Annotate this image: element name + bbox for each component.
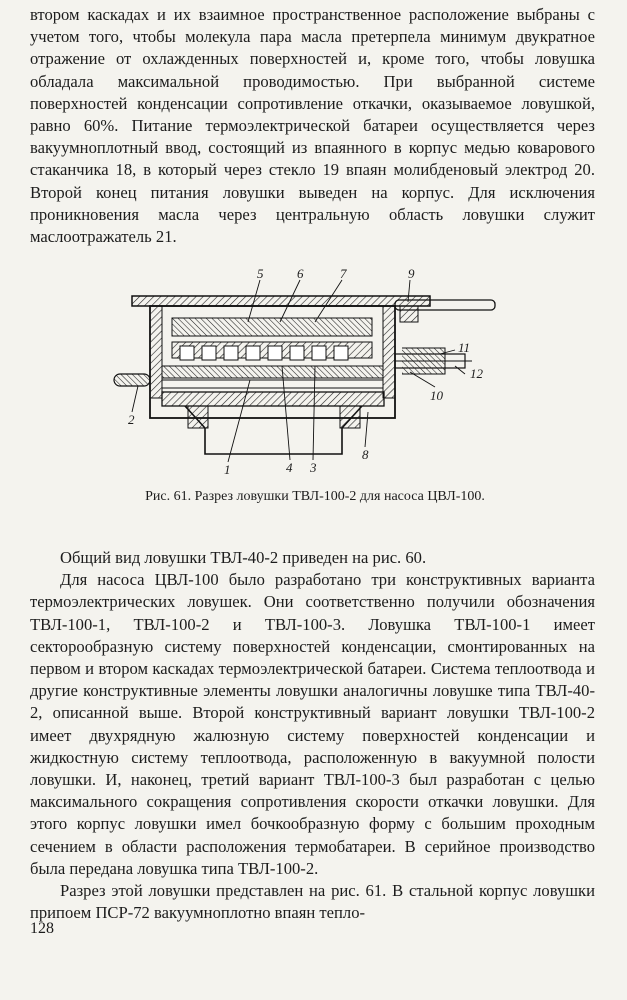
label-7: 7 <box>340 266 347 281</box>
label-1: 1 <box>224 462 231 477</box>
paragraph: Разрез этой ловушки представлен на рис. 61. В стальной корпус ловушки припоем ПСР-72 вакуумноплотно впаян тепло- <box>30 881 595 923</box>
label-3: 3 <box>310 460 317 475</box>
page-number: 128 <box>30 920 54 937</box>
paragraph: Для насоса ЦВЛ-100 было разработано три конструктивных варианта термоэлектрических ловушек. Они соответственно получили обозначения ТВЛ-100-1, ТВЛ-100-2 и ТВЛ-100-3. Ловушка ТВЛ-100-1 имеет секторообразную систему поверхностей конденсации, смонтированных на первом и втором каскадах термоэлектрической батареи. Система теплоотвода и другие конструктивные элементы ловушки аналогичны ловушке типа ТВЛ-40-2, описанной выше. Второй конструктивный вариант ловушки ТВЛ-100-2 имеет двухрядную жалюзную систему поверхностей конденсации и жидкостную систему теплоотвода, расположенную в вакуумной полости ловушки. И, наконец, третий вариант ТВЛ-100-3 был разработан с целью максимального сокращения сопротивления скорости откачки ловушки. Для этого корпус ловушки имел бочкообразную форму с большим проходным сечением в области расположения термобатареи. В серийное производство была передана ловушка типа ТВЛ-100-2. <box>30 570 595 878</box>
text-block-top <box>30 4 595 248</box>
label-10: 10 <box>430 388 443 403</box>
paragraph: Общий вид ловушки ТВЛ-40-2 приведен на рис. 60. <box>60 548 427 567</box>
label-12: 12 <box>470 366 483 381</box>
text-block-middle <box>30 547 595 924</box>
label-4: 4 <box>286 460 293 475</box>
paragraph: втором каскадах и их взаимное пространственное расположение выбраны с учетом того, чтобы молекула пара масла претерпела минимум двукратное отражение от охлажденных поверхностей и, кроме того, чтобы ловушка обладала максимальной проводимостью. При выбранной системе поверхностей конденсации сопротивление откачки, оказываемое ловушкой, равно 60%. Питание термоэлектрической батареи осуществляется через вакуумноплотный ввод, состоящий из впаянного в корпус медью коварового стаканчика 18, в который через стекло 19 впаян молибденовый электрод 20. Второй конец питания ловушки выведен на корпус. Для исключения проникновения масла через центральную область ловушки служит маслоотражатель 21. <box>30 5 595 247</box>
label-8: 8 <box>362 447 369 462</box>
label-6: 6 <box>297 266 304 281</box>
figure-61 <box>110 262 520 477</box>
trap-cross-section-drawing <box>110 262 520 477</box>
label-11: 11 <box>458 340 471 355</box>
label-5: 5 <box>257 266 264 281</box>
figure-caption: Рис. 61. Разрез ловушки ТВЛ-100-2 для насоса ЦВЛ-100. <box>145 489 485 504</box>
label-9: 9 <box>408 266 415 281</box>
label-2: 2 <box>128 412 135 427</box>
